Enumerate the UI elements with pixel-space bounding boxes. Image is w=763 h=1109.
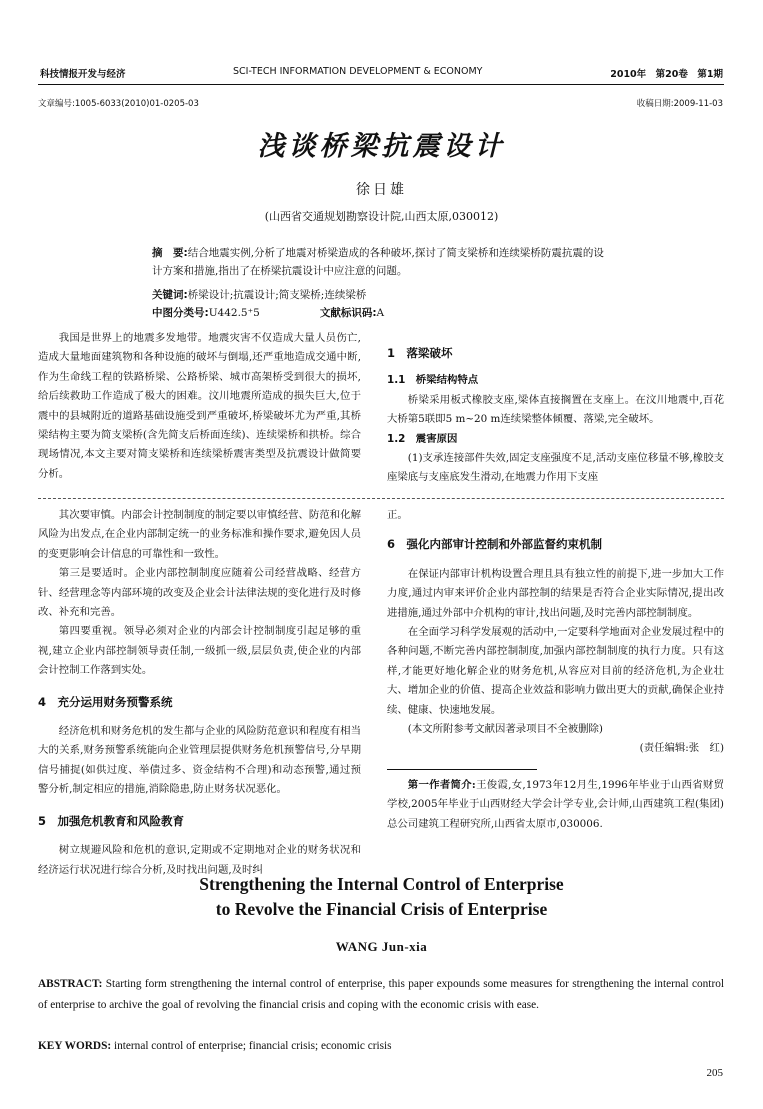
bio-rule	[387, 769, 537, 770]
journal-name-cn: 科技情报开发与经济	[40, 69, 126, 80]
abstract-label: 摘 要:	[152, 247, 188, 259]
english-keywords-label: KEY WORDS:	[38, 1040, 112, 1052]
doc-code-label: 文献标识码:	[319, 307, 377, 319]
english-title-line-2: to Revolve the Financial Crisis of Enterprise	[215, 899, 548, 919]
section-1-2-text: (1)支承连接部件失效,固定支座强度不足,活动支座位移量不够,橡胶支座梁底与支座底发生滑动,在地震力作用下支座	[387, 452, 724, 484]
paragraph: 其次要审慎。内部会计控制制度的制定要以审慎经营、防范和化解风险为出发点,在企业内部制定统一的业务标准和操作要求,避免因人员的变更影响会计信息的可靠性和一致性。	[38, 509, 361, 560]
clc-value: U442.5⁺5	[208, 307, 260, 319]
paper-title: 浅谈桥梁抗震设计	[257, 131, 506, 162]
paragraph: 第三是要适时。企业内部控制制度应随着公司经营战略、经营方针、经营理念等内部环境的改变及企业会计法律法规的变化进行及时修改、补充和完善。	[38, 567, 361, 619]
keywords-label: 关键词:	[152, 289, 188, 301]
author-name: 徐日雄	[356, 182, 407, 198]
section-5-text: 树立规避风险和危机的意识,定期或不定期地对企业的财务状况和经济运行状况进行综合分析,及时找出问题,及时纠	[38, 844, 361, 876]
section-1-heading: 1 落梁破坏	[387, 346, 453, 360]
intro-paragraph: 我国是世界上的地震多发地带。地震灾害不仅造成大量人员伤亡,造成大量地面建筑物和各种设施的破坏与倒塌,还严重地造成交通中断,作为生命线工程的铁路桥梁、公路桥梁、城市高架桥受到很大的损坏,给后续救助工作造成了极大的困难。汶川地震所造成的损失巨大,位于震中的县城附近的道路基础设施受到严重破坏,桥梁破坏尤为严重,其桥梁结构主要为简支梁桥(含先简支后桥面连续)、连续梁桥和拱桥。综合现场情况,本文主要对简支梁桥和连续梁桥震害类型及抗震设计做简要分析。	[38, 332, 361, 480]
section-4-heading: 4 充分运用财务预警系统	[38, 694, 173, 709]
editor-note: (责任编辑:张 红)	[639, 742, 724, 755]
section-5-heading: 5 加强危机教育和风险教育	[38, 813, 185, 828]
classification	[152, 304, 612, 322]
english-abstract-label: ABSTRACT:	[38, 978, 103, 990]
article-separator	[38, 498, 724, 499]
right-column-previous-article	[387, 506, 724, 834]
section-4-text: 经济危机和财务危机的发生都与企业的风险防范意识和程度有相当大的关系,财务预警系统能向企业管理层提供财务危机预警信号,分早期信号捕捉(如供过度、举债过多、资金结构不合理)和动态预警,通过预警分析,制定相应的措施,消除隐患,防止财务状况恶化。	[38, 725, 361, 796]
author-bio-text: 王俊霞,女,1973年12月生,1996年毕业于山西省财贸学校,2005年毕业于山西财经大学会计学专业,会计师,山西建筑工程(集团)总公司建筑工程研究所,山西省太原市,030006.	[387, 778, 724, 830]
abstract-text: 结合地震实例,分析了地震对桥梁造成的各种破坏,探讨了简支梁桥和连续梁桥防震抗震的设计方案和措施,指出了在桥梁抗震设计中应注意的问题。	[152, 247, 604, 277]
english-keywords-text: internal control of enterprise; financial crisis; economic crisis	[111, 1040, 392, 1052]
author-affiliation: (山西省交通规划勘察设计院,山西太原,030012)	[264, 210, 499, 223]
journal-name-en: SCI-TECH INFORMATION DEVELOPMENT & ECONOMY	[233, 66, 483, 77]
paragraph: 第四要重视。领导必须对企业的内部会计控制制度引起足够的重视,建立企业内部控制领导责任制,一级抓一级,层层负责,使企业的内部会计控制工作落到实处。	[38, 625, 361, 677]
article-number: 文章编号:1005-6033(2010)01-0205-03	[38, 99, 199, 109]
keywords-text: 桥梁设计;抗震设计;简支梁桥;连续梁桥	[187, 289, 367, 301]
section-1-1-heading: 1.1 桥梁结构特点	[387, 374, 479, 387]
abstract	[152, 244, 612, 280]
section-1-1-text: 桥梁采用板式橡胶支座,梁体直接搁置在支座上。在汶川地震中,百花大桥第5联即5 m~20 m连续梁整体倾覆、落梁,完全破坏。	[387, 393, 724, 426]
section-1	[387, 344, 724, 488]
doc-code-value: A	[376, 307, 385, 319]
english-keywords	[38, 1036, 724, 1057]
author-bio-label: 第一作者简介:	[407, 778, 476, 791]
continued-text: 正。	[387, 509, 408, 521]
english-author: WANG Jun-xia	[335, 939, 428, 954]
header-rule	[38, 84, 724, 85]
clc-label: 中图分类号:	[152, 307, 209, 319]
keywords	[152, 286, 612, 304]
page-number: 205	[706, 1067, 723, 1079]
left-column-previous-article	[38, 506, 361, 880]
issue-info: 2010年 第20卷 第1期	[610, 69, 723, 80]
received-date: 收稿日期:2009-11-03	[636, 99, 723, 109]
reference-note: (本文所附参考文献因著录项目不全被删除)	[407, 723, 603, 736]
paragraph: 在保证内部审计机构设置合理且具有独立性的前提下,进一步加大工作力度,通过内审来评价企业内部控制的结果是否符合企业实际情况,提出改进措施,通过外部中介机构的审计,找出问题,及时完善内部控制制度。	[387, 567, 724, 619]
english-title-line-1: Strengthening the Internal Control of Enterprise	[199, 874, 564, 894]
author-bio	[387, 776, 724, 834]
section-1-2-heading: 1.2 震害原因	[387, 432, 458, 445]
paragraph: 在全面学习科学发展观的活动中,一定要科学地面对企业发展过程中的各种问题,不断完善内部控制制度,加强内部控制制度的执行力度。只有这样,才能更好地化解企业的财务危机,从容应对目前的经济危机,为企业壮大、增加企业的价值、提高企业效益和影响力做出更大的贡献,确保企业持续、健康、快速地发展。	[387, 626, 724, 716]
section-6-heading: 6 强化内部审计控制和外部监督约束机制	[387, 537, 602, 552]
english-abstract	[38, 974, 724, 1015]
english-abstract-text: Starting form strengthening the internal control of enterprise, this paper expounds some measures for strengthening the internal control of enterprise to archive the goal of revolving the financial crisis and coping with the economic crisis with ease.	[38, 978, 724, 1011]
